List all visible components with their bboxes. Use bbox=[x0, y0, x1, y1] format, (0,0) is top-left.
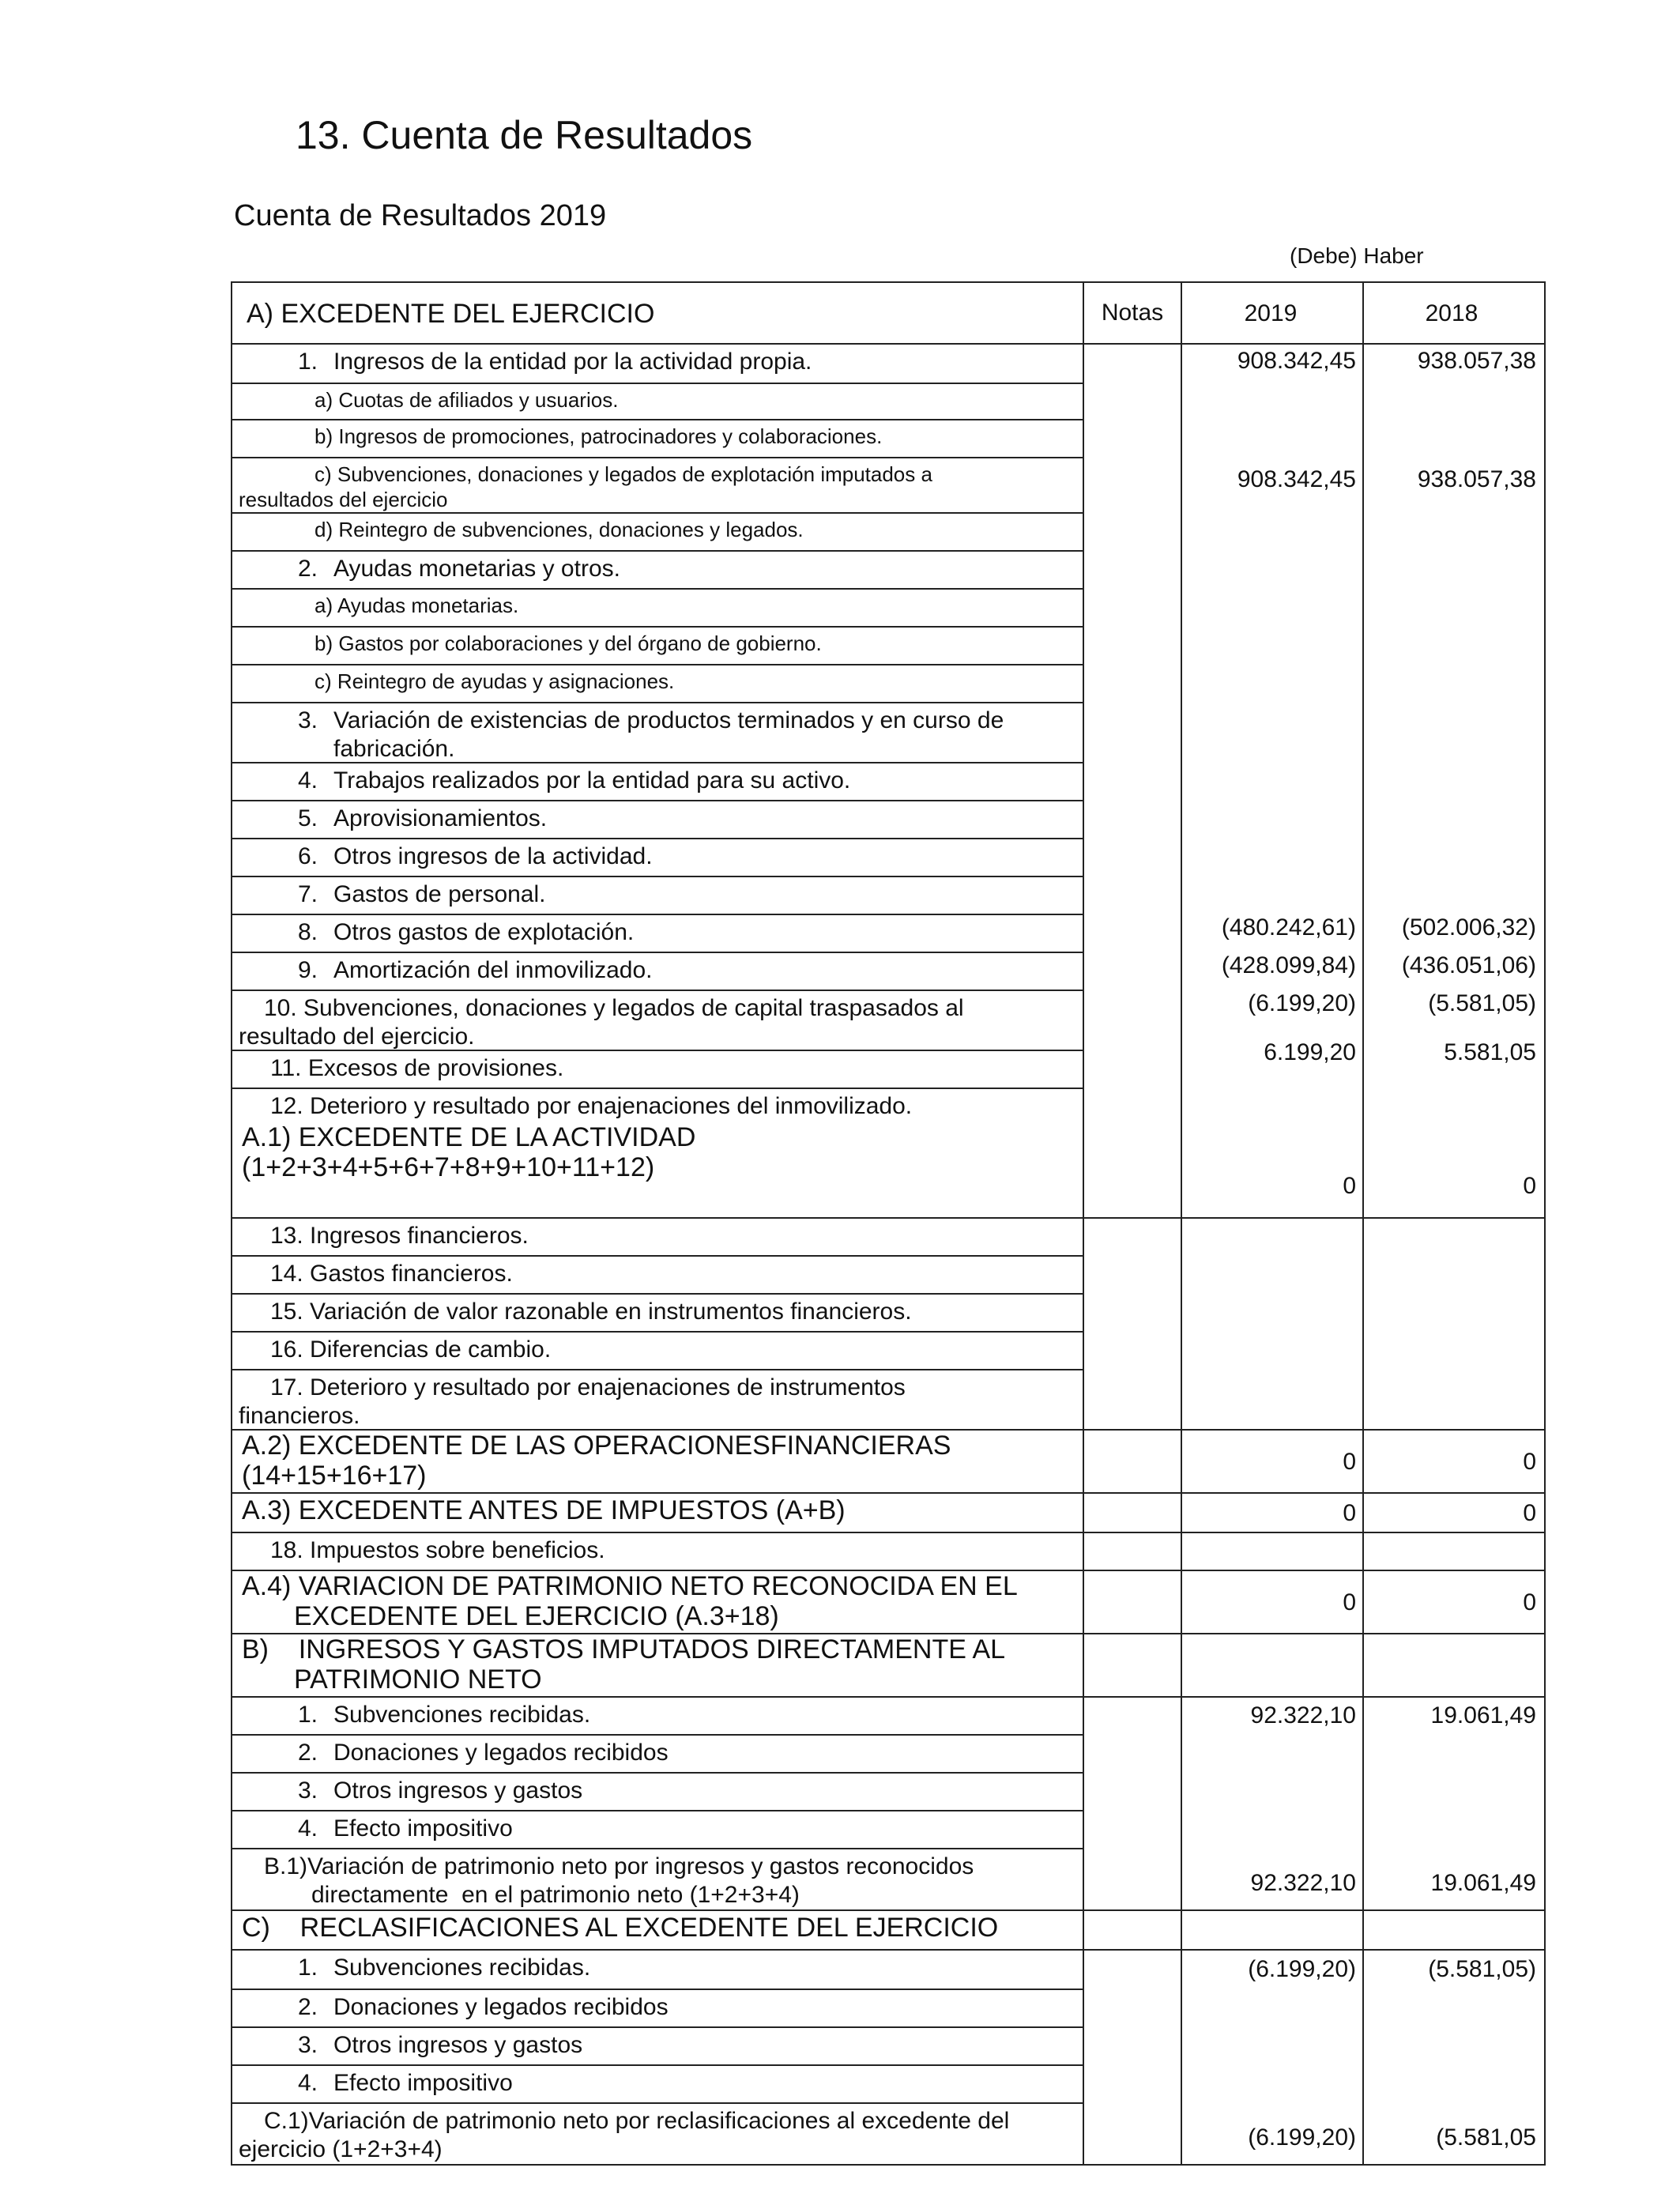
row-label: 18. Impuestos sobre beneficios. bbox=[270, 1537, 605, 1563]
table-row: 15. Variación de valor razonable en instrumentos financieros. bbox=[232, 1293, 1083, 1331]
header-notes: Notas bbox=[1083, 283, 1181, 343]
notes-cell bbox=[1083, 1571, 1181, 1633]
statement-title: Cuenta de Resultados 2019 bbox=[234, 199, 607, 232]
table-row: c) Subvenciones, donaciones y legados de explotación imputados a resultados del ejercicio bbox=[232, 457, 1083, 512]
table-row: 3. Otros ingresos y gastos bbox=[232, 2026, 1083, 2064]
table-row: 4. Efecto impositivo bbox=[232, 2064, 1083, 2102]
table-row: 16. Diferencias de cambio. bbox=[232, 1331, 1083, 1369]
table-row: b) Ingresos de promociones, patrocinadores y colaboraciones. bbox=[232, 419, 1083, 457]
section-c-header bbox=[232, 1909, 1544, 1949]
subtotal-row-a1: A.1) EXCEDENTE DE LA ACTIVIDAD (1+2+3+4+5+6+7+8+9+10+11+12) bbox=[242, 1122, 696, 1182]
table-row: 17. Deterioro y resultado por enajenaciones de instrumentos financieros. bbox=[232, 1369, 1083, 1429]
value-cell: 0 bbox=[1181, 1494, 1362, 1532]
table-row: 13. Ingresos financieros. bbox=[270, 1223, 529, 1249]
value-cell: (480.242,61) bbox=[1221, 914, 1356, 941]
table-row: 4. Efecto impositivo bbox=[232, 1810, 1083, 1848]
value-cell: (6.199,20) bbox=[1248, 2124, 1356, 2151]
value-cell: 0 bbox=[1181, 1431, 1362, 1492]
value-cell bbox=[1362, 1634, 1544, 1696]
page-title: 13. Cuenta de Resultados bbox=[296, 113, 753, 157]
table-row: 8. Otros gastos de explotación. bbox=[232, 914, 1083, 952]
table-row: d) Reintegro de subvenciones, donaciones y legados. bbox=[232, 512, 1083, 550]
value-cell: 938.057,38 bbox=[1417, 466, 1536, 492]
header-year-2018: 2018 bbox=[1362, 283, 1544, 343]
value-cell: 92.322,10 bbox=[1250, 1870, 1356, 1896]
value-cell bbox=[1181, 1219, 1362, 1429]
table-row: a) Ayudas monetarias. bbox=[232, 588, 1083, 626]
subtotal-label: A.4) VARIACION DE PATRIMONIO NETO RECONOCIDA EN EL EXCEDENTE DEL EJERCICIO (A.3+18) bbox=[242, 1571, 1018, 1631]
group-financial-labels bbox=[232, 1219, 1083, 1429]
value-cell: (502.006,32) bbox=[1401, 914, 1536, 941]
value-cell: (5.581,05 bbox=[1436, 2124, 1536, 2151]
table-row: 3. Otros ingresos y gastos bbox=[232, 1772, 1083, 1810]
value-cell: (5.581,05) bbox=[1428, 1956, 1536, 1982]
value-cell bbox=[1181, 1634, 1362, 1696]
notes-cell bbox=[1083, 1219, 1181, 1429]
values-2018-c bbox=[1362, 1951, 1544, 2164]
table-row: 1. Subvenciones recibidas. bbox=[297, 1955, 591, 1981]
value-cell: 5.581,05 bbox=[1444, 1039, 1536, 1065]
notes-cell bbox=[1083, 1698, 1181, 1909]
table-row: b) Gastos por colaboraciones y del órgano de gobierno. bbox=[232, 626, 1083, 664]
value-cell bbox=[1362, 1911, 1544, 1949]
subtotal-row-a4 bbox=[232, 1570, 1544, 1633]
notes-cell bbox=[1083, 1911, 1181, 1949]
subtotal-row-a3 bbox=[232, 1492, 1544, 1532]
group-section-b-labels bbox=[232, 1698, 1083, 1909]
value-cell: 0 bbox=[1362, 1431, 1544, 1492]
notes-cell bbox=[1083, 1634, 1181, 1696]
values-2019-b bbox=[1181, 1698, 1362, 1909]
table-row: 9. Amortización del inmovilizado. bbox=[232, 952, 1083, 990]
value-cell: 19.061,49 bbox=[1430, 1870, 1536, 1896]
table-row: C.1)Variación de patrimonio neto por reclasificaciones al excedente del ejercicio (1+2+3+4) bbox=[232, 2102, 1083, 2164]
notes-cell bbox=[1083, 1951, 1181, 2164]
value-cell: (5.581,05) bbox=[1428, 990, 1536, 1016]
value-cell: (6.199,20) bbox=[1248, 1956, 1356, 1982]
notes-cell bbox=[1083, 345, 1181, 1217]
table-row: 4. Trabajos realizados por la entidad para su activo. bbox=[232, 762, 1083, 800]
table-row: 2. Ayudas monetarias y otros. bbox=[232, 550, 1083, 588]
table-row: a) Cuotas de afiliados y usuarios. bbox=[232, 383, 1083, 419]
table-row: 3. Variación de existencias de productos terminados y en curso de fabricación. bbox=[232, 702, 1083, 762]
table-row: 2. Donaciones y legados recibidos bbox=[232, 1734, 1083, 1772]
value-cell: 0 bbox=[1343, 1173, 1356, 1199]
table-row: 2. Donaciones y legados recibidos bbox=[232, 1989, 1083, 2026]
value-cell: 0 bbox=[1362, 1494, 1544, 1532]
value-cell: (436.051,06) bbox=[1401, 952, 1536, 978]
header-year-2019: 2019 bbox=[1181, 283, 1362, 343]
section-b-header bbox=[232, 1633, 1544, 1696]
table-row: 5. Aprovisionamientos. bbox=[232, 800, 1083, 838]
group-section-c bbox=[232, 1949, 1544, 2164]
value-cell: 0 bbox=[1181, 1571, 1362, 1633]
table-row: 12. Deterioro y resultado por enajenaciones del inmovilizado. bbox=[232, 1088, 1083, 1122]
value-cell: 0 bbox=[1362, 1571, 1544, 1633]
table-row bbox=[232, 1532, 1544, 1570]
section-label: C) RECLASIFICACIONES AL EXCEDENTE DEL EJERCICIO bbox=[242, 1913, 999, 1943]
group-activity bbox=[232, 343, 1544, 1217]
value-cell: (428.099,84) bbox=[1221, 952, 1356, 978]
group-activity-labels bbox=[232, 345, 1083, 1217]
value-cell: 0 bbox=[1523, 1173, 1536, 1199]
table-row: 11. Excesos de provisiones. bbox=[232, 1050, 1083, 1088]
table-row: 7. Gastos de personal. bbox=[232, 876, 1083, 914]
table-row: 10. Subvenciones, donaciones y legados de capital traspasados al resultado del ejercicio. bbox=[232, 990, 1083, 1050]
value-cell: 92.322,10 bbox=[1250, 1702, 1356, 1728]
notes-cell bbox=[1083, 1533, 1181, 1570]
income-statement-table bbox=[231, 281, 1546, 2166]
subtotal-label: A.3) EXCEDENTE ANTES DE IMPUESTOS (A+B) bbox=[242, 1495, 846, 1525]
value-cell: 6.199,20 bbox=[1264, 1039, 1356, 1065]
notes-cell bbox=[1083, 1494, 1181, 1532]
group-section-c-labels bbox=[232, 1951, 1083, 2164]
value-cell bbox=[1181, 1911, 1362, 1949]
value-cell: 19.061,49 bbox=[1430, 1702, 1536, 1728]
values-2019-activity bbox=[1181, 345, 1362, 1217]
group-section-b bbox=[232, 1696, 1544, 1909]
table-row: 6. Otros ingresos de la actividad. bbox=[232, 838, 1083, 876]
values-2019-c bbox=[1181, 1951, 1362, 2164]
unit-label: (Debe) Haber bbox=[1290, 243, 1424, 268]
value-cell: (6.199,20) bbox=[1248, 990, 1356, 1016]
header-label: A) EXCEDENTE DEL EJERCICIO bbox=[247, 299, 655, 329]
table-row: 1. Subvenciones recibidas. bbox=[297, 1702, 591, 1728]
subtotal-label: A.2) EXCEDENTE DE LAS OPERACIONESFINANCIERAS (14+15+16+17) bbox=[242, 1431, 951, 1491]
value-cell: 908.342,45 bbox=[1237, 466, 1356, 492]
table-row: B.1)Variación de patrimonio neto por ingresos y gastos reconocidos directamente en el patrimonio neto (1+2+3+4) bbox=[232, 1848, 1083, 1909]
value-cell bbox=[1362, 1533, 1544, 1570]
table-header bbox=[232, 283, 1544, 343]
value-cell bbox=[1362, 1219, 1544, 1429]
value-cell: 938.057,38 bbox=[1417, 348, 1536, 374]
group-financial bbox=[232, 1217, 1544, 1429]
section-label: B) INGRESOS Y GASTOS IMPUTADOS DIRECTAMENTE AL PATRIMONIO NETO bbox=[242, 1634, 1006, 1695]
value-cell: 908.342,45 bbox=[1237, 348, 1356, 374]
value-cell bbox=[1181, 1533, 1362, 1570]
notes-cell bbox=[1083, 1431, 1181, 1492]
values-2018-activity bbox=[1362, 345, 1544, 1217]
table-row: 1. Ingresos de la entidad por la actividad propia. bbox=[297, 349, 812, 375]
table-row: 14. Gastos financieros. bbox=[232, 1255, 1083, 1293]
subtotal-row-a2 bbox=[232, 1429, 1544, 1492]
table-row: c) Reintegro de ayudas y asignaciones. bbox=[232, 664, 1083, 702]
values-2018-b bbox=[1362, 1698, 1544, 1909]
